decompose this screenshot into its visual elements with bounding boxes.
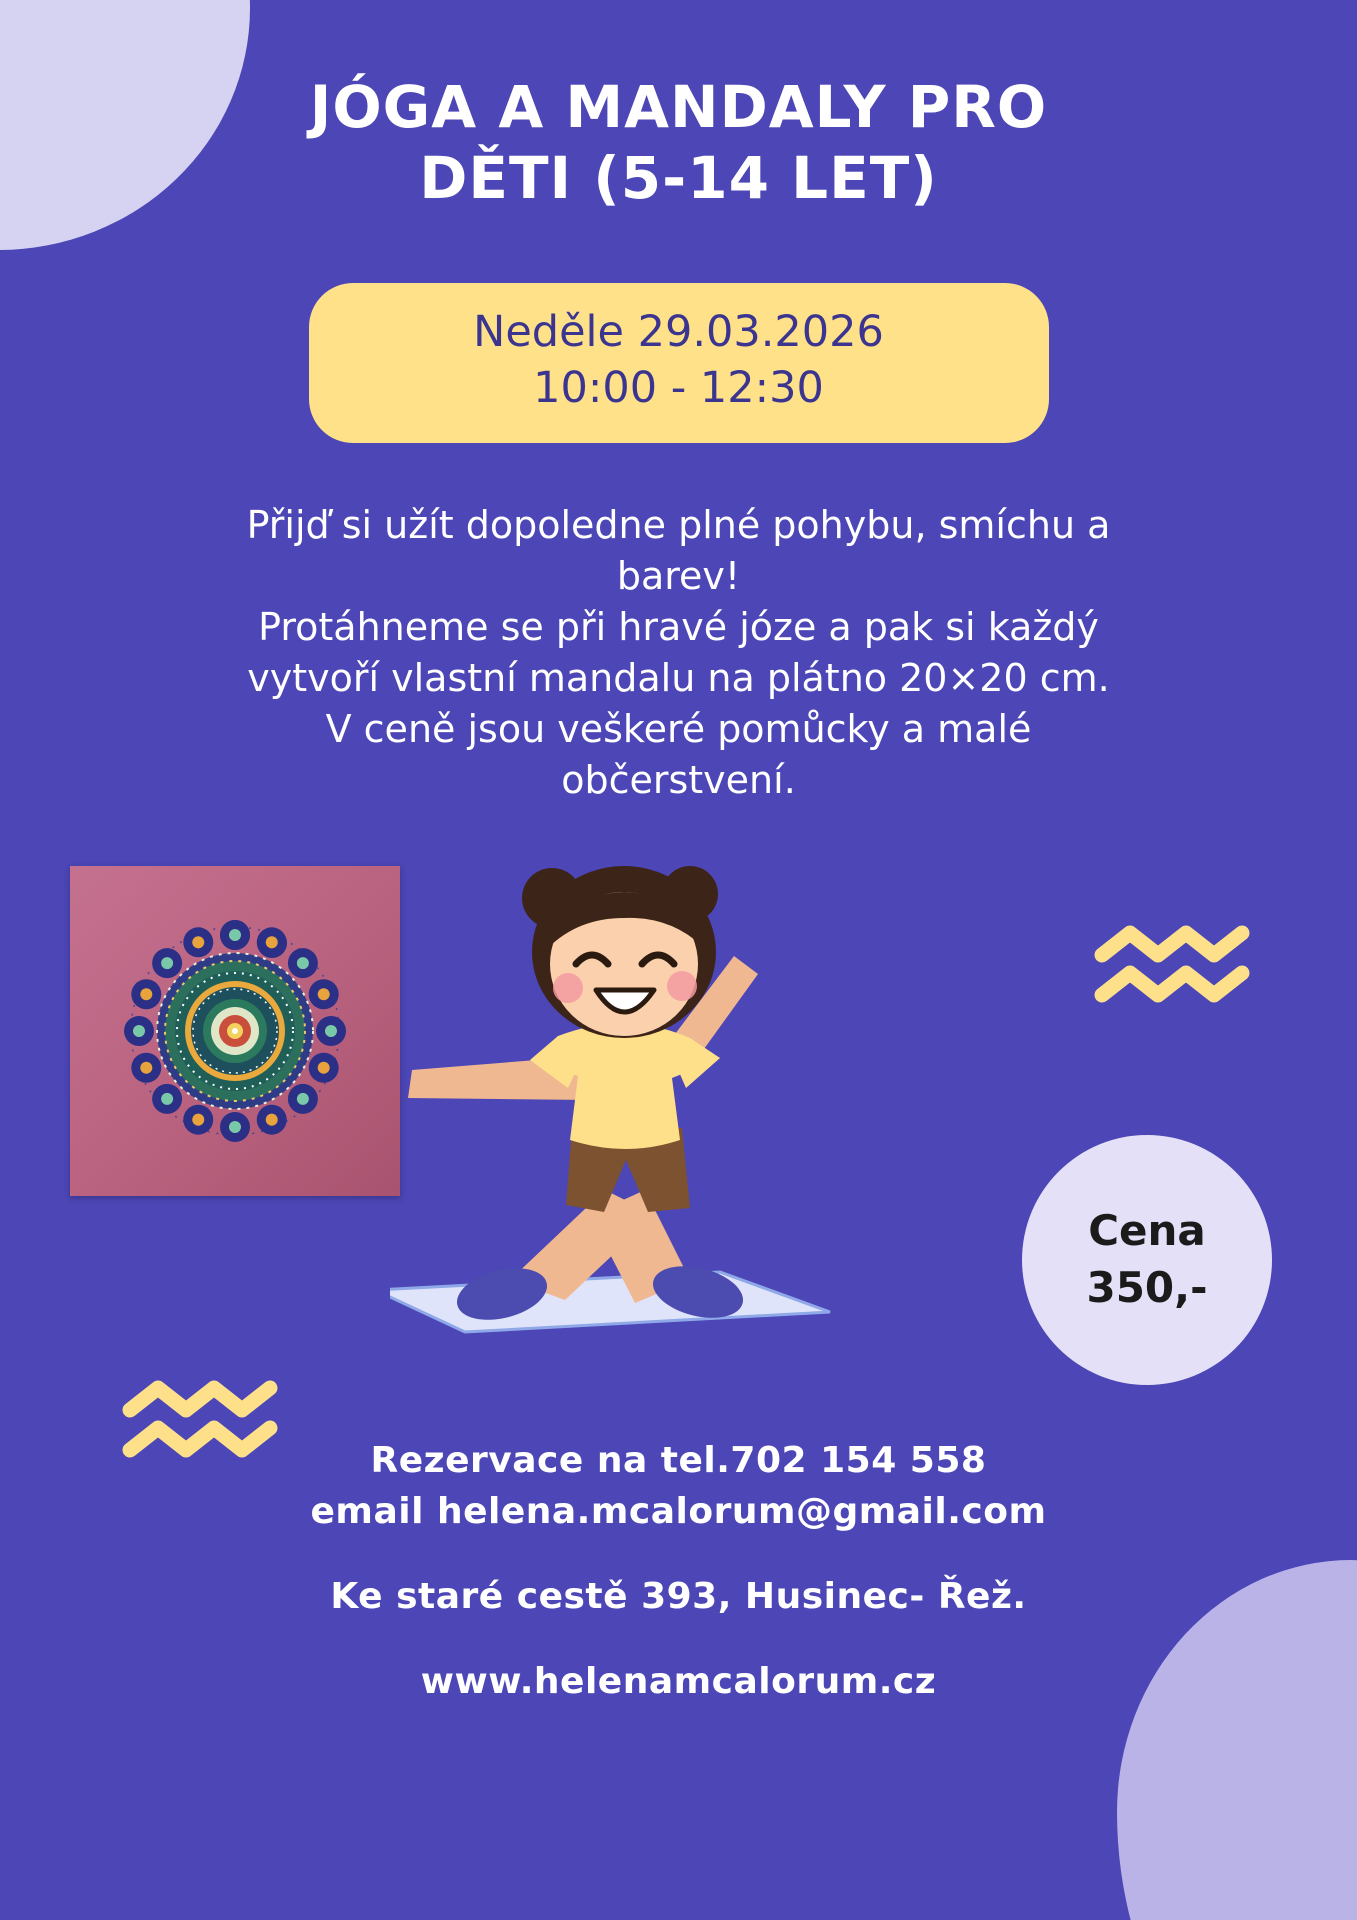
contact-address: Ke staré cestě 393, Husinec- Řež.: [330, 1576, 1027, 1618]
event-description: [0, 500, 1357, 805]
title-line-2: DĚTI (5-14 LET): [419, 143, 938, 212]
zigzag-decoration-icon: [1092, 925, 1262, 1020]
contact-reservation: [0, 1435, 1357, 1537]
description-line-4: vytvoří vlastní mandalu na plátno 20×20 cm.: [247, 655, 1110, 700]
contact-section: [0, 1435, 1357, 1707]
contact-website: www.helenamcalorum.cz: [420, 1661, 937, 1703]
date-time-badge: [309, 283, 1049, 443]
description-line-1: Přijď si užít dopoledne plné pohybu, smíchu a: [246, 503, 1111, 547]
price-badge: [1022, 1135, 1272, 1385]
event-time: 10:00 - 12:30: [533, 362, 824, 413]
contact-phone: Rezervace na tel.702 154 558: [370, 1440, 987, 1481]
description-line-6: občerstvení.: [561, 757, 796, 802]
mandala-painting-image: [70, 866, 400, 1196]
yoga-girl-illustration: [390, 860, 950, 1340]
price-amount: 350,-: [1086, 1263, 1208, 1312]
contact-email: email helena.mcalorum@gmail.com: [310, 1491, 1047, 1533]
mandala-artwork-svg: [90, 886, 380, 1176]
price-label: Cena: [1088, 1206, 1206, 1256]
title-line-1: JÓGA A MANDALY PRO: [309, 73, 1048, 141]
description-line-2: barev!: [616, 553, 741, 598]
event-date: Neděle 29.03.2026: [473, 307, 884, 357]
description-line-5: V ceně jsou veškeré pomůcky a malé: [325, 706, 1032, 751]
description-line-3: Protáhneme se při hravé józe a pak si každý: [258, 604, 1099, 649]
poster-title: [0, 72, 1357, 214]
